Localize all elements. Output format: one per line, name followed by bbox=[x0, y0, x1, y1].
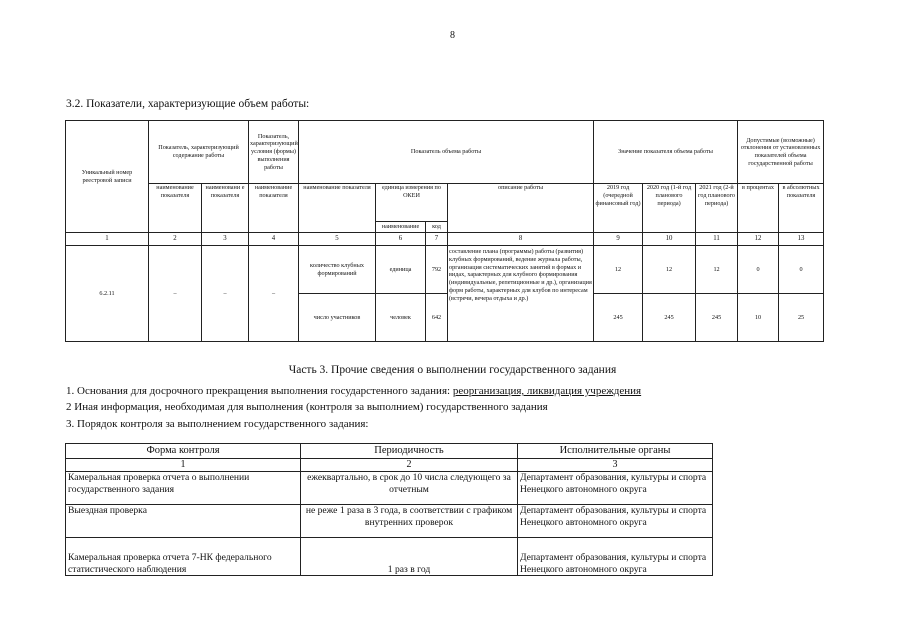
column-number: 1 bbox=[66, 459, 301, 472]
column-number: 8 bbox=[448, 233, 594, 246]
column-number: 13 bbox=[779, 233, 824, 246]
column-number: 2 bbox=[301, 459, 518, 472]
empty-dash: – bbox=[249, 246, 299, 342]
registry-number: 6.2.11 bbox=[66, 246, 149, 342]
control-form: Выездная проверка bbox=[66, 505, 301, 538]
column-number: 5 bbox=[299, 233, 376, 246]
subheader-description: описание работы bbox=[448, 184, 594, 233]
indicator-name: количество клубных формирований bbox=[299, 246, 376, 294]
subheader-percent: в процентах bbox=[738, 184, 779, 233]
header-periodicity: Периодичность bbox=[301, 444, 518, 459]
header-unique-number: Уникальный номер реестровой записи bbox=[66, 121, 149, 233]
indicator-name: число участников bbox=[299, 294, 376, 342]
subheader-unit: единица измерения по ОКЕИ bbox=[376, 184, 448, 222]
page-number: 8 bbox=[450, 30, 455, 41]
subheader-name: наименовани е показателя bbox=[202, 184, 249, 233]
item-1-value: реорганизация, ликвидация учреждения bbox=[452, 385, 642, 397]
subheader-unit-name: наименование bbox=[376, 222, 426, 233]
value-2020: 245 bbox=[643, 294, 696, 342]
empty-dash: – bbox=[202, 246, 249, 342]
unit-name: единица bbox=[376, 246, 426, 294]
header-volume-indicator: Показатель объема работы bbox=[299, 121, 594, 184]
executive-body: Департамент образования, культуры и спорта Ненецкого автономного округа bbox=[518, 505, 713, 538]
empty-dash: – bbox=[149, 246, 202, 342]
value-2019: 245 bbox=[594, 294, 643, 342]
executive-body: Департамент образования, культуры и спорта Ненецкого автономного округа bbox=[518, 472, 713, 505]
control-form: Камеральная проверка отчета 7-НК федерального статистического наблюдения bbox=[66, 538, 301, 576]
subheader-absolute: в абсолютных показателя bbox=[779, 184, 824, 233]
column-number: 6 bbox=[376, 233, 426, 246]
unit-name: человек bbox=[376, 294, 426, 342]
header-condition-indicator: Показатель, характеризующий условия (формы) выполнения работы bbox=[249, 121, 299, 184]
deviation-percent: 0 bbox=[738, 246, 779, 294]
column-number: 3 bbox=[202, 233, 249, 246]
value-2021: 245 bbox=[696, 294, 738, 342]
work-volume-table bbox=[65, 120, 824, 342]
control-form: Камеральная проверка отчета о выполнении государственного задания bbox=[66, 472, 301, 505]
value-2020: 12 bbox=[643, 246, 696, 294]
header-volume-values: Значение показателя объема работы bbox=[594, 121, 738, 184]
subheader-name: наименование показателя bbox=[299, 184, 376, 233]
column-number: 1 bbox=[66, 233, 149, 246]
part3-title: Часть 3. Прочие сведения о выполнении государственного задания bbox=[288, 364, 617, 376]
subheader-year-2021: 2021 год (2-й год планового периода) bbox=[696, 184, 738, 233]
column-number: 3 bbox=[518, 459, 713, 472]
section-title: 3.2. Показатели, характеризующие объем работы: bbox=[66, 98, 310, 110]
column-number: 7 bbox=[426, 233, 448, 246]
column-number: 12 bbox=[738, 233, 779, 246]
column-number: 10 bbox=[643, 233, 696, 246]
item-1 bbox=[66, 385, 641, 397]
column-number: 2 bbox=[149, 233, 202, 246]
header-control-form: Форма контроля bbox=[66, 444, 301, 459]
column-number: 4 bbox=[249, 233, 299, 246]
periodicity: 1 раз в год bbox=[301, 538, 518, 576]
deviation-absolute: 25 bbox=[779, 294, 824, 342]
item-1-label: 1. Основания для досрочного прекращения выполнения государстенного задания: bbox=[66, 385, 453, 397]
item-2: 2 Иная информация, необходимая для выполнения (контроля за выполнием) государственного задания bbox=[66, 401, 548, 413]
executive-body: Департамент образования, культуры и спорта Ненецкого автономного округа bbox=[518, 538, 713, 576]
unit-code: 792 bbox=[426, 246, 448, 294]
header-content-indicator: Показатель, характеризующий содержание работы bbox=[149, 121, 249, 184]
periodicity: ежеквартально, в срок до 10 числа следующего за отчетным bbox=[301, 472, 518, 505]
subheader-year-2020: 2020 год (1-й год планового периода) bbox=[643, 184, 696, 233]
value-2019: 12 bbox=[594, 246, 643, 294]
column-number: 9 bbox=[594, 233, 643, 246]
control-table bbox=[65, 443, 713, 576]
periodicity: не реже 1 раза в 3 года, в соответствии с графиком внутренних проверок bbox=[301, 505, 518, 538]
item-3: 3. Порядок контроля за выполнением государственного задания: bbox=[66, 418, 369, 430]
subheader-name: наименование показателя bbox=[149, 184, 202, 233]
subheader-year-2019: 2019 год (очередной финансовый год) bbox=[594, 184, 643, 233]
header-deviation: Допустимые (возможные) отклонения от установленных показателей объема государственной работы bbox=[738, 121, 824, 184]
subheader-name: наименование показателя bbox=[249, 184, 299, 233]
deviation-absolute: 0 bbox=[779, 246, 824, 294]
deviation-percent: 10 bbox=[738, 294, 779, 342]
value-2021: 12 bbox=[696, 246, 738, 294]
work-description: составление плана (программы) работы (развития) клубных формирований, ведение журнала работы, организация систематических занятий в формах и видах, характерных для клубного формирования (индивидуальные, репетиционные и др.), организация форм работы, характерных для клубов по интересам (встречи, вечера отдыха и др.) bbox=[448, 246, 594, 342]
column-number: 11 bbox=[696, 233, 738, 246]
unit-code: 642 bbox=[426, 294, 448, 342]
subheader-unit-code: код bbox=[426, 222, 448, 233]
header-executive-bodies: Исполнительные органы bbox=[518, 444, 713, 459]
